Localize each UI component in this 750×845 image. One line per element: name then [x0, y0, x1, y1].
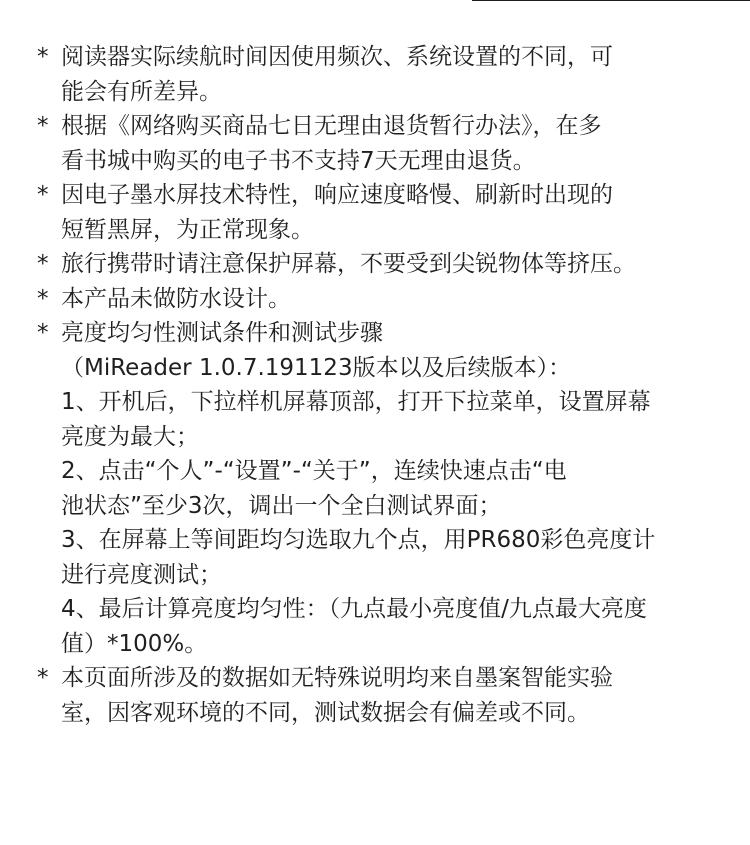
note-eink-refresh	[37, 178, 737, 247]
note-line: 池状态”至少3次，调出一个全白测试界面；	[61, 492, 502, 519]
note-battery-life	[37, 40, 737, 109]
note-data-source	[37, 661, 737, 730]
note-line: 本页面所涉及的数据如无特殊说明均来自墨案智能实验	[61, 665, 613, 691]
note-line: 看书城中购买的电子书不支持7天无理由退货。	[61, 147, 536, 174]
top-divider	[472, 0, 750, 1]
note-line: （MiReader 1.0.7.191123版本以及后续版本）：	[61, 354, 572, 381]
note-line: 2、点击“个人”-“设置”-“关于”，连续快速点击“电	[61, 458, 567, 484]
note-line: 旅行携带时请注意保护屏幕，不要受到尖锐物体等挤压。	[61, 251, 636, 277]
note-waterproof	[37, 282, 737, 317]
note-marker: *	[37, 285, 49, 312]
note-line: 进行亮度测试；	[61, 561, 222, 588]
note-return-policy	[37, 109, 737, 178]
note-marker: *	[37, 44, 49, 70]
note-line: 值）*100%。	[61, 630, 208, 657]
note-line: 1、开机后，下拉样机屏幕顶部，打开下拉菜单，设置屏幕	[61, 389, 651, 415]
note-marker: *	[37, 251, 49, 277]
note-line: 短暂黑屏，为正常现象。	[61, 216, 314, 243]
note-screen-protection	[37, 247, 737, 282]
note-line: 室，因客观环境的不同，测试数据会有偏差或不同。	[61, 699, 590, 726]
note-brightness-test	[37, 316, 737, 661]
note-line: 亮度为最大；	[61, 423, 199, 450]
note-line: 阅读器实际续航时间因使用频次、系统设置的不同，可	[61, 44, 613, 70]
note-line: 3、在屏幕上等间距均匀选取九个点，用PR680彩色亮度计	[61, 527, 656, 553]
note-marker: *	[37, 320, 49, 346]
note-line: 4、最后计算亮度均匀性：（九点最小亮度值/九点最大亮度	[61, 596, 647, 622]
note-marker: *	[37, 113, 49, 139]
note-line: 根据《网络购买商品七日无理由退货暂行办法》，在多	[61, 113, 602, 139]
notes-list	[37, 40, 737, 730]
note-line: 本产品未做防水设计。	[61, 285, 291, 312]
note-line: 能会有所差异。	[61, 78, 222, 105]
note-marker: *	[37, 182, 49, 208]
note-marker: *	[37, 665, 49, 691]
note-line: 因电子墨水屏技术特性，响应速度略慢、刷新时出现的	[61, 182, 613, 208]
note-line: 亮度均匀性测试条件和测试步骤	[61, 320, 383, 346]
